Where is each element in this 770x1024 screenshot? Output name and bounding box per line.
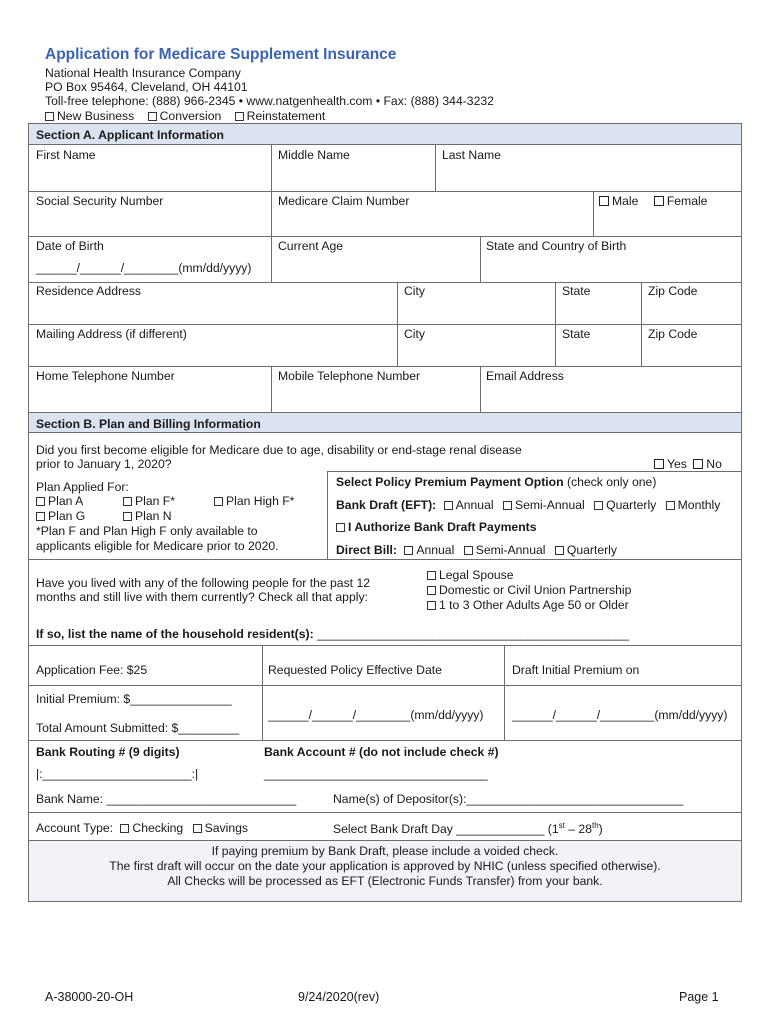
checkbox-other-adults[interactable] — [427, 601, 436, 610]
other-adults-label: 1 to 3 Other Adults Age 50 or Older — [439, 598, 629, 612]
draft-day-st: st — [558, 821, 565, 830]
section-b-title: Section B. Plan and Billing Information — [36, 417, 261, 431]
mailing-address-label: Mailing Address (if different) — [36, 327, 187, 341]
divider — [29, 366, 741, 367]
draft-monthly-label: Monthly — [677, 498, 721, 512]
household-question-line1: Have you lived with any of the following people for the past 12 — [36, 576, 371, 590]
no-label: No — [706, 457, 722, 471]
checkbox-checking[interactable] — [120, 824, 129, 833]
residence-zip-label: Zip Code — [648, 284, 698, 298]
mailing-state-label: State — [562, 327, 591, 341]
divider — [29, 740, 741, 741]
payment-option-heading — [336, 475, 656, 490]
bill-annual-label: Annual — [416, 543, 455, 557]
divider — [271, 236, 272, 282]
divider — [504, 645, 505, 740]
draft-day-label: Select Bank Draft Day _____________ (1 — [333, 822, 559, 837]
mailing-city-label: City — [404, 327, 425, 341]
conversion-label: Conversion — [159, 109, 222, 123]
divider — [593, 191, 594, 236]
divider — [29, 645, 741, 646]
middle-name-label: Middle Name — [278, 148, 350, 162]
residence-address-label: Residence Address — [36, 284, 142, 298]
company-address: PO Box 95464, Cleveland, OH 44101 — [45, 80, 248, 94]
divider — [641, 282, 642, 324]
divider — [641, 324, 642, 366]
checkbox-bill-quarterly[interactable] — [555, 546, 564, 555]
divider — [397, 324, 398, 366]
checkbox-no[interactable] — [693, 459, 703, 469]
household-list-label: If so, list the name of the household resident(s): — [36, 627, 314, 641]
plan-g-label: Plan G — [48, 509, 86, 523]
divider — [29, 685, 741, 686]
draft-semiannual-label: Semi-Annual — [514, 498, 585, 512]
checkbox-savings[interactable] — [193, 824, 202, 833]
bank-draft-row — [336, 498, 720, 513]
first-name-label: First Name — [36, 148, 96, 162]
payment-option-bold: Select Policy Premium Payment Option — [336, 475, 564, 489]
divider — [29, 559, 741, 560]
plan-a-option — [36, 494, 83, 509]
dob-label: Date of Birth — [36, 239, 104, 253]
residence-state-label: State — [562, 284, 591, 298]
checkbox-draft-annual[interactable] — [444, 501, 453, 510]
note-line3: All Checks will be processed as EFT (Electronic Funds Transfer) from your bank. — [167, 874, 603, 888]
checkbox-bill-annual[interactable] — [404, 546, 413, 555]
checkbox-domestic-partner[interactable] — [427, 586, 436, 595]
page-number: Page 1 — [679, 990, 719, 1004]
payment-option-note: (check only one) — [563, 475, 657, 489]
divider — [555, 324, 556, 366]
form-id: A-38000-20-OH — [45, 990, 134, 1004]
draft-day-end: ) — [598, 822, 603, 837]
checkbox-draft-monthly[interactable] — [666, 501, 675, 510]
plan-note-line2: applicants eligible for Medicare prior to 2020. — [36, 539, 279, 553]
birth-place-label: State and Country of Birth — [486, 239, 627, 253]
medicare-claim-label: Medicare Claim Number — [278, 194, 410, 208]
checkbox-legal-spouse[interactable] — [427, 571, 436, 580]
divider — [271, 366, 272, 412]
eligibility-question-line2: prior to January 1, 2020? — [36, 457, 172, 471]
reinstatement-label: Reinstatement — [246, 109, 326, 123]
residence-city-label: City — [404, 284, 425, 298]
gender-options — [599, 194, 707, 209]
divider — [29, 432, 741, 433]
initial-premium-field[interactable]: Initial Premium: $_______________ — [36, 692, 232, 706]
male-label: Male — [612, 194, 639, 208]
company-name: National Health Insurance Company — [45, 66, 241, 80]
plan-g-option — [36, 509, 85, 524]
draft-initial-label: Draft Initial Premium on — [512, 663, 640, 677]
household-adults-option — [427, 598, 629, 613]
requested-date-label: Requested Policy Effective Date — [268, 663, 442, 677]
application-form — [28, 123, 742, 902]
household-question-line2: months and still live with them currently? Check all that apply: — [36, 590, 368, 604]
plan-a-label: Plan A — [48, 494, 84, 508]
savings-label: Savings — [204, 821, 248, 835]
divider — [29, 191, 741, 192]
plan-f-option — [123, 494, 175, 509]
depositor-field[interactable]: Name(s) of Depositor(s):________________________________ — [333, 792, 684, 806]
authorize-label: I Authorize Bank Draft Payments — [348, 520, 537, 534]
divider — [480, 366, 481, 412]
legal-spouse-label: Legal Spouse — [439, 568, 514, 582]
draft-day-mid: – 28 — [564, 822, 592, 837]
note-line2: The first draft will occur on the date your application is approved by NHIC (unless specified otherwise). — [109, 859, 661, 873]
ssn-label: Social Security Number — [36, 194, 164, 208]
current-age-label: Current Age — [278, 239, 344, 253]
last-name-label: Last Name — [442, 148, 501, 162]
plan-n-label: Plan N — [135, 509, 172, 523]
household-spouse-option — [427, 568, 514, 583]
checkbox-new-business[interactable] — [45, 112, 54, 121]
checkbox-yes[interactable] — [654, 459, 664, 469]
divider — [29, 812, 741, 813]
home-phone-label: Home Telephone Number — [36, 369, 175, 383]
account-type-row — [36, 821, 248, 836]
checkbox-bill-semiannual[interactable] — [464, 546, 473, 555]
divider — [29, 236, 741, 237]
plan-note-line1: *Plan F and Plan High F only available to — [36, 524, 258, 538]
draft-annual-label: Annual — [455, 498, 494, 512]
draft-quarterly-label: Quarterly — [606, 498, 657, 512]
divider — [327, 471, 741, 472]
account-type-label: Account Type: — [36, 821, 114, 835]
company-contact: Toll-free telephone: (888) 966-2345 • www.natgenhealth.com • Fax: (888) 344-3232 — [45, 94, 494, 108]
checkbox-male[interactable] — [599, 196, 609, 206]
account-field[interactable]: _________________________________ — [264, 767, 488, 781]
checkbox-reinstatement[interactable] — [235, 112, 244, 121]
bank-name-field[interactable]: Bank Name: ____________________________ — [36, 792, 297, 806]
requested-date-field[interactable]: ______/______/________(mm/dd/yyyy) — [268, 708, 484, 722]
bill-semiannual-label: Semi-Annual — [475, 543, 546, 557]
authorize-row — [336, 520, 537, 535]
bank-draft-label: Bank Draft (EFT): — [336, 498, 437, 512]
section-a-title: Section A. Applicant Information — [36, 128, 225, 142]
revision-date: 9/24/2020(rev) — [298, 990, 380, 1004]
female-label: Female — [666, 194, 708, 208]
checkbox-plan-f[interactable] — [123, 497, 132, 506]
checkbox-draft-quarterly[interactable] — [594, 501, 603, 510]
routing-field[interactable]: |:______________________:| — [36, 767, 199, 781]
checkbox-plan-a[interactable] — [36, 497, 45, 506]
checkbox-plan-g[interactable] — [36, 512, 45, 521]
checkbox-authorize[interactable] — [336, 523, 345, 532]
bill-quarterly-label: Quarterly — [566, 543, 617, 557]
household-partner-option — [427, 583, 631, 598]
divider — [29, 324, 741, 325]
dob-format[interactable]: ______/______/________(mm/dd/yyyy) — [36, 261, 252, 275]
account-label: Bank Account # (do not include check #) — [264, 745, 499, 759]
divider — [271, 144, 272, 191]
draft-day-field[interactable] — [333, 821, 603, 837]
checkbox-plan-n[interactable] — [123, 512, 132, 521]
plan-f-label: Plan F* — [135, 494, 175, 508]
divider — [555, 282, 556, 324]
mailing-zip-label: Zip Code — [648, 327, 698, 341]
draft-day-th: th — [591, 821, 599, 830]
routing-label: Bank Routing # (9 digits) — [36, 745, 180, 759]
checkbox-female[interactable] — [654, 196, 664, 206]
checkbox-plan-high-f[interactable] — [214, 497, 223, 506]
direct-bill-row — [336, 543, 617, 558]
eligibility-answer — [654, 457, 722, 472]
divider — [397, 282, 398, 324]
divider — [262, 645, 263, 740]
plan-applied-label: Plan Applied For: — [36, 480, 129, 494]
divider — [327, 471, 328, 559]
new-business-label: New Business — [57, 109, 135, 123]
divider — [480, 236, 481, 282]
application-type-row — [45, 109, 325, 124]
yes-label: Yes — [667, 457, 687, 471]
plan-high-f-option — [214, 494, 294, 509]
draft-initial-date-field[interactable]: ______/______/________(mm/dd/yyyy) — [512, 708, 728, 722]
plan-high-f-label: Plan High F* — [226, 494, 295, 508]
email-label: Email Address — [486, 369, 564, 383]
divider — [271, 191, 272, 236]
direct-bill-label: Direct Bill: — [336, 543, 397, 557]
divider — [29, 144, 741, 145]
household-list-row — [36, 627, 629, 642]
mobile-phone-label: Mobile Telephone Number — [278, 369, 421, 383]
form-title: Application for Medicare Supplement Insurance — [45, 46, 397, 63]
divider — [435, 144, 436, 191]
checking-label: Checking — [132, 821, 184, 835]
domestic-partner-label: Domestic or Civil Union Partnership — [439, 583, 632, 597]
checkbox-conversion[interactable] — [148, 112, 157, 121]
divider — [29, 282, 741, 283]
eligibility-question-line1: Did you first become eligible for Medicare due to age, disability or end-stage renal disease — [36, 443, 522, 457]
note-line1: If paying premium by Bank Draft, please include a voided check. — [211, 844, 559, 858]
household-list-field[interactable]: ______________________________________________ — [313, 627, 629, 641]
application-fee: Application Fee: $25 — [36, 663, 148, 677]
checkbox-draft-semiannual[interactable] — [503, 501, 512, 510]
plan-n-option — [123, 509, 172, 524]
total-submitted-field[interactable]: Total Amount Submitted: $_________ — [36, 721, 240, 735]
